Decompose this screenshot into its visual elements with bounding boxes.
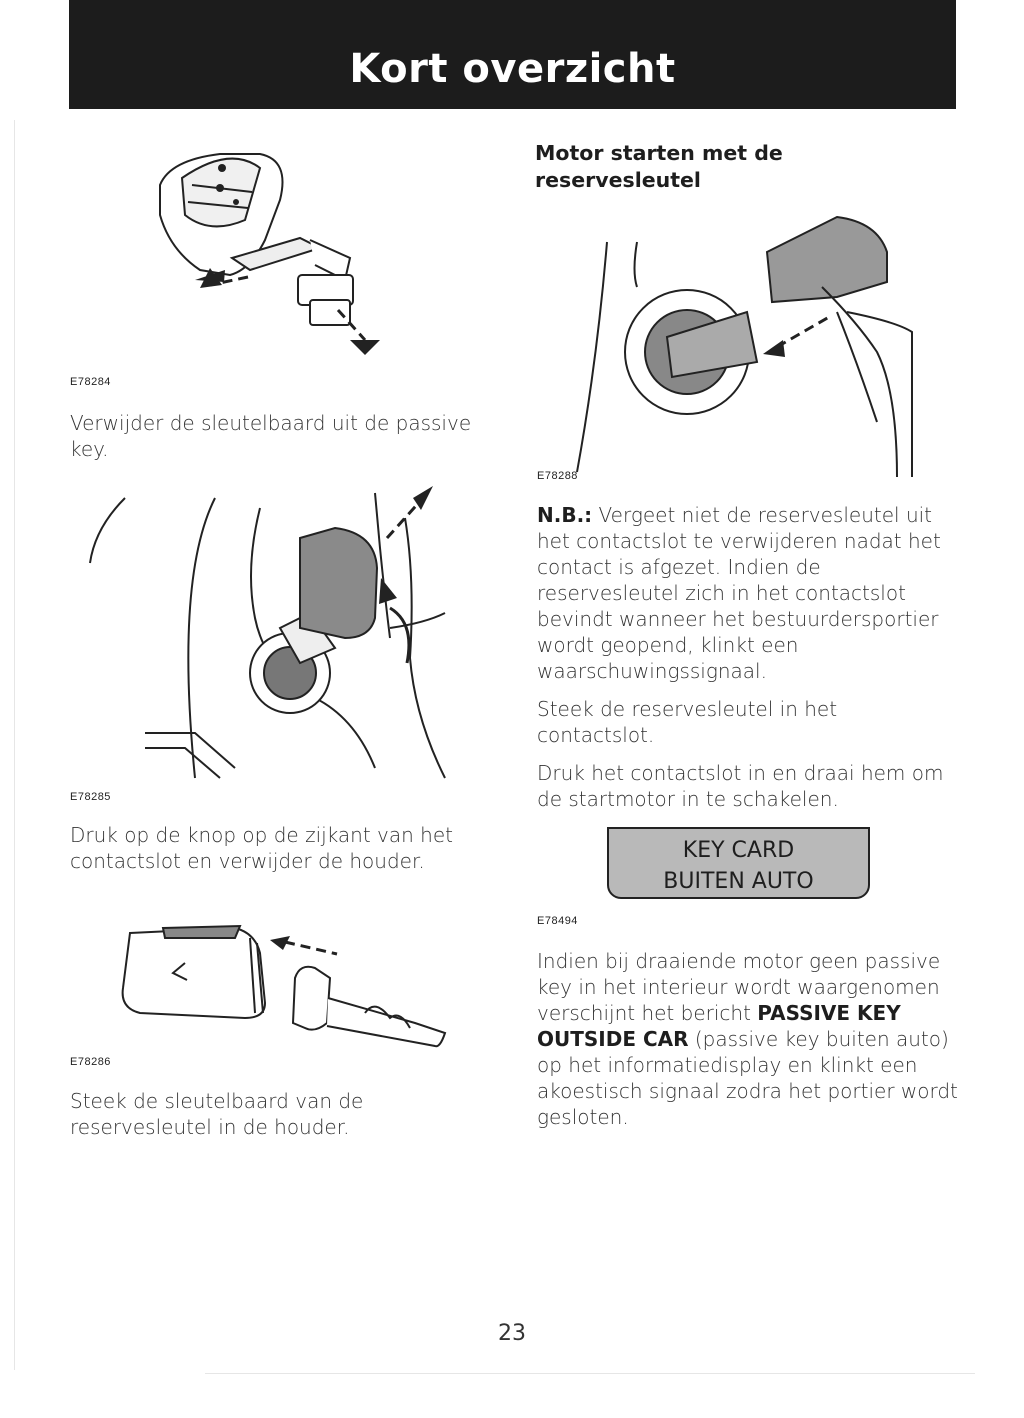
passive-key-blade-removal-icon [140,140,400,370]
instruction-remove-blade: Verwijder de sleutelbaard uit de passive key. [70,411,472,461]
instruction-insert-spare-key: Steek de reservesleutel in het contactslot. [537,697,838,747]
section-heading: Motor starten met de reservesleutel [535,141,783,192]
note-text: Vergeet niet de reservesleutel uit het contactslot te verwijderen nadat het contact is afgezet. Indien de reservesleutel zich in het contactslot bevindt wanneer het bestuurdersportier wordt geopend, klinkt een waarschuwingssignaal. [537,503,941,683]
warning-text-before: Indien bij draaiende motor geen passive key in het interieur wordt waargenomen verschijnt het bericht [537,949,941,1025]
note-label: N.B.: [537,503,593,527]
left-margin-rule [14,120,15,1370]
spare-key-ignition-insert-icon [537,212,917,482]
figure-code: E78284 [70,376,111,388]
instruction-insert-blade: Steek de sleutelbaard van de reservesleutel in de houder. [70,1089,364,1139]
display-line-1: KEY CARD [682,838,795,863]
figure-code: E78288 [537,470,578,482]
bottom-rule [205,1373,975,1374]
figure-code: E78285 [70,791,111,803]
page-number: 23 [498,1321,526,1346]
figure-code: E78286 [70,1056,111,1068]
passive-key-warning-paragraph [537,948,967,1130]
figure-code: E78494 [537,915,578,927]
instruction-start-motor: Druk het contactslot in en draai hem om de startmotor in te schakelen. [537,761,944,811]
instruction-remove-holder: Druk op de knop op de zijkant van het contactslot en verwijder de houder. [70,823,453,873]
key-blade-insert-holder-icon [115,918,460,1048]
note-paragraph [537,502,967,684]
page-title: Kort overzicht [349,46,676,92]
warning-text-after: (passive key buiten auto) op het informatiedisplay en klinkt een akoestisch signaal zodra het portier wordt gesloten. [537,1027,958,1129]
info-display-message [607,827,870,899]
display-line-2: BUITEN AUTO [663,869,814,894]
header-bar [69,0,956,109]
ignition-holder-removal-icon [85,478,470,783]
warning-message: PASSIVE KEY OUTSIDE CAR [537,1001,901,1051]
